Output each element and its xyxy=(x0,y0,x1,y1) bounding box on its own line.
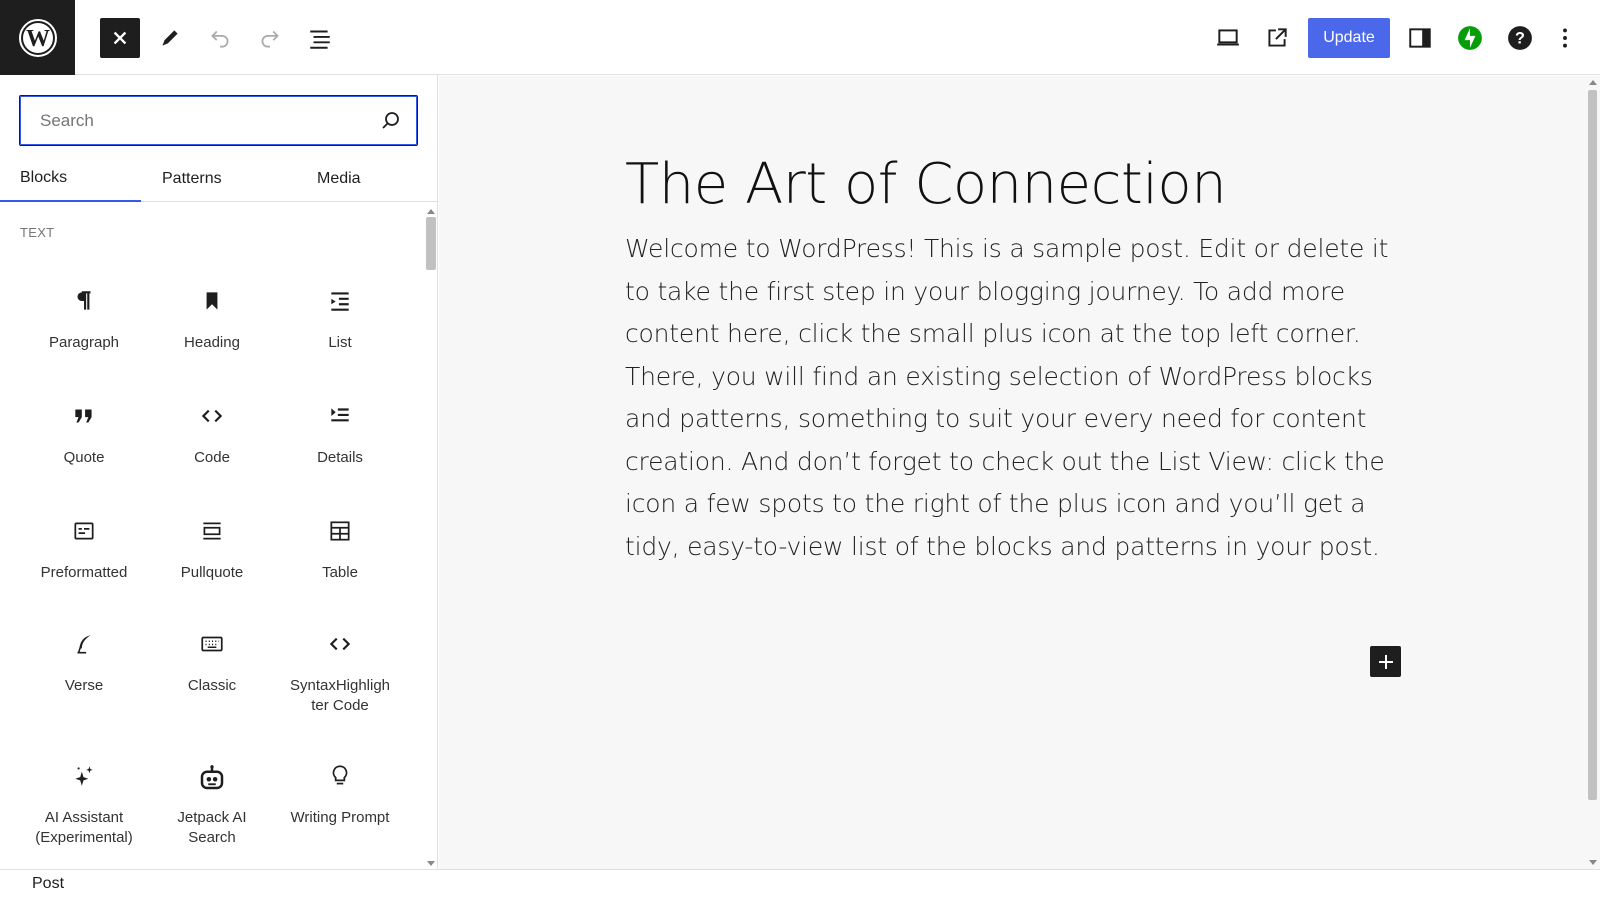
undo-button[interactable] xyxy=(200,18,240,58)
inserter-tabs xyxy=(0,155,438,202)
block-classic[interactable]: Classic xyxy=(152,631,272,696)
table-icon xyxy=(327,518,353,544)
wordpress-logo[interactable] xyxy=(0,0,75,75)
pencil-icon xyxy=(157,25,183,51)
block-syntaxhighlighter-code[interactable]: SyntaxHighligh ter Code xyxy=(280,631,400,716)
svg-text:?: ? xyxy=(1515,29,1525,48)
inserter-scrollbar-track[interactable] xyxy=(424,208,436,860)
block-heading[interactable]: Heading xyxy=(152,288,272,353)
quote-icon xyxy=(71,403,97,429)
block-inserter-panel xyxy=(0,75,438,869)
lightbulb-icon xyxy=(327,763,353,789)
inserter-scrollbar-thumb[interactable] xyxy=(426,217,436,270)
pullquote-icon xyxy=(199,518,225,544)
block-pullquote[interactable]: Pullquote xyxy=(152,518,272,583)
preformatted-icon xyxy=(71,518,97,544)
redo-button[interactable] xyxy=(250,18,290,58)
block-code[interactable]: Code xyxy=(152,403,272,468)
list-view-icon xyxy=(307,25,333,51)
block-preformatted[interactable]: Preformatted xyxy=(24,518,144,583)
canvas-scroll-down-icon[interactable] xyxy=(1589,860,1597,865)
block-ai-assistant[interactable]: AI Assistant (Experimental) xyxy=(24,763,144,848)
options-button[interactable] xyxy=(1550,18,1580,58)
block-quote[interactable]: Quote xyxy=(24,403,144,468)
search-icon xyxy=(379,109,403,133)
paragraph-icon xyxy=(71,288,97,314)
verse-quill-icon xyxy=(71,631,97,657)
preview-button[interactable] xyxy=(1208,18,1248,58)
block-jetpack-ai-search[interactable]: Jetpack AI Search xyxy=(152,763,272,848)
search-box xyxy=(19,95,418,146)
scroll-down-arrow-icon[interactable] xyxy=(427,861,435,866)
list-view-button[interactable] xyxy=(300,18,340,58)
desktop-preview-icon xyxy=(1215,25,1241,51)
external-link-icon xyxy=(1264,25,1290,51)
blocks-list xyxy=(0,203,426,869)
jetpack-button[interactable] xyxy=(1450,18,1490,58)
block-details[interactable]: Details xyxy=(280,403,400,468)
help-button[interactable] xyxy=(1500,18,1540,58)
sparkles-icon xyxy=(71,763,97,789)
settings-toggle-button[interactable] xyxy=(1400,18,1440,58)
breadcrumb[interactable]: Post xyxy=(32,875,65,892)
canvas-scrollbar-thumb[interactable] xyxy=(1588,90,1597,800)
editor-canvas xyxy=(439,76,1600,869)
code-icon xyxy=(199,403,225,429)
plus-icon xyxy=(1377,653,1395,671)
block-paragraph[interactable]: Paragraph xyxy=(24,288,144,353)
scroll-up-arrow-icon[interactable] xyxy=(427,209,435,214)
close-inserter-button[interactable] xyxy=(100,18,140,58)
jetpack-bolt-icon xyxy=(1457,25,1483,51)
keyboard-icon xyxy=(199,631,225,657)
robot-icon xyxy=(197,763,227,793)
tools-button[interactable] xyxy=(150,18,190,58)
tab-media[interactable]: Media xyxy=(317,169,361,187)
redo-icon xyxy=(257,25,283,51)
block-verse[interactable]: Verse xyxy=(24,631,144,696)
canvas-scroll-up-icon[interactable] xyxy=(1589,80,1597,85)
undo-icon xyxy=(207,25,233,51)
block-writing-prompt[interactable]: Writing Prompt xyxy=(280,763,400,828)
sidebar-toggle-icon xyxy=(1407,25,1433,51)
heading-bookmark-icon xyxy=(199,288,225,314)
editor-header xyxy=(0,0,1600,75)
editor-footer xyxy=(0,869,1600,900)
code-brackets-icon xyxy=(327,631,353,657)
block-table[interactable]: Table xyxy=(280,518,400,583)
add-block-button[interactable] xyxy=(1370,646,1401,677)
tab-blocks[interactable]: Blocks xyxy=(0,155,141,202)
paragraph-block[interactable]: Welcome to WordPress! This is a sample post. Edit or delete it to take the first step in your blogging journey. To add more content here, click the small plus icon at the top left corner. There, you will find an existing selection of WordPress blocks and patterns, something to suit your every need for content creation. And don’t forget to check out the List View: click the icon a few spots to the right of the plus icon and you’ll get a tidy, easy-to-view list of the blocks and patterns in your post. xyxy=(625,234,1389,561)
list-icon xyxy=(327,288,353,314)
close-icon xyxy=(107,25,133,51)
view-post-button[interactable] xyxy=(1257,18,1297,58)
tab-patterns[interactable]: Patterns xyxy=(162,169,222,187)
more-vertical-icon xyxy=(1552,25,1578,51)
block-list[interactable]: List xyxy=(280,288,400,353)
search-input[interactable] xyxy=(20,96,417,145)
help-icon xyxy=(1507,25,1533,51)
post-title[interactable]: The Art of Connection xyxy=(625,152,1227,217)
svg-text:W: W xyxy=(25,25,50,52)
category-label: TEXT xyxy=(20,225,55,240)
wordpress-logo-icon xyxy=(18,18,58,58)
update-button[interactable]: Update xyxy=(1308,18,1390,58)
details-icon xyxy=(327,403,353,429)
